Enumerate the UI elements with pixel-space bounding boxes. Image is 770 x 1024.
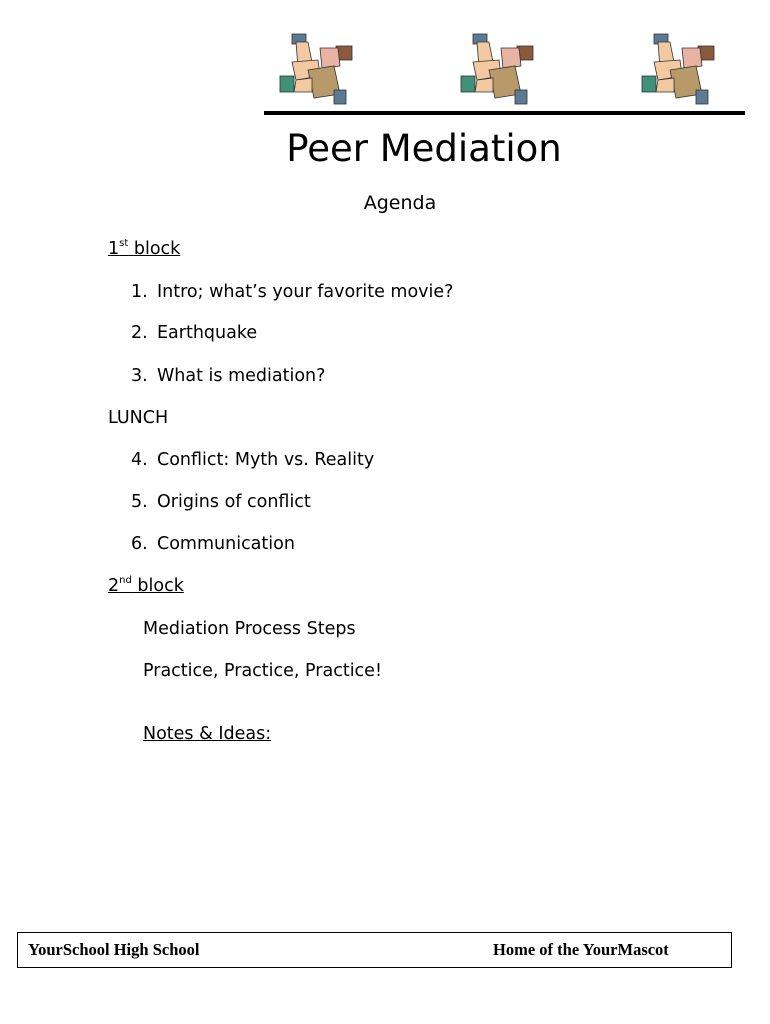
block2-item: Practice, Practice, Practice! (143, 661, 382, 681)
agenda-item (131, 490, 311, 514)
notes-label: Notes & Ideas: (143, 724, 272, 744)
agenda-item-text: Earthquake (157, 323, 258, 343)
block2-heading (108, 574, 184, 598)
agenda-item-number: 4. (131, 450, 148, 470)
agenda-item-text: Origins of conflict (157, 492, 311, 512)
agenda-item-text: Communication (157, 534, 295, 554)
school-name: YourSchool High School (28, 940, 200, 959)
header-rule (264, 111, 745, 115)
agenda-item-text: Conflict: Myth vs. Reality (157, 450, 375, 470)
joined-hands-icon (640, 32, 720, 108)
agenda-item-number: 5. (131, 492, 148, 512)
block1-label: block (128, 239, 181, 259)
footer-bar (17, 932, 732, 968)
agenda-item-number: 3. (131, 366, 148, 386)
agenda-item (131, 364, 325, 388)
mascot-tagline: Home of the YourMascot (493, 940, 669, 959)
page-title: Peer Mediation (286, 127, 562, 170)
block2-ordinal-suffix: nd (119, 575, 132, 587)
page-subtitle: Agenda (363, 192, 437, 214)
agenda-item-text: Intro; what’s your favorite movie? (157, 282, 454, 302)
joined-hands-icon (278, 32, 358, 108)
block2-item: Mediation Process Steps (143, 619, 356, 639)
agenda-item (131, 532, 295, 556)
agenda-item (131, 448, 374, 472)
agenda-item-number: 1. (131, 282, 148, 302)
block1-heading (108, 237, 180, 261)
block1-number: 1 (108, 239, 120, 259)
agenda-item-number: 6. (131, 534, 148, 554)
agenda-item (131, 280, 453, 304)
joined-hands-icon (459, 32, 539, 108)
block2-number: 2 (108, 576, 120, 596)
agenda-item-text: What is mediation? (157, 366, 326, 386)
block1-ordinal-suffix: st (119, 238, 129, 250)
agenda-item (131, 321, 257, 345)
lunch-heading: LUNCH (108, 408, 169, 428)
agenda-item-number: 2. (131, 323, 148, 343)
block2-label: block (131, 576, 184, 596)
